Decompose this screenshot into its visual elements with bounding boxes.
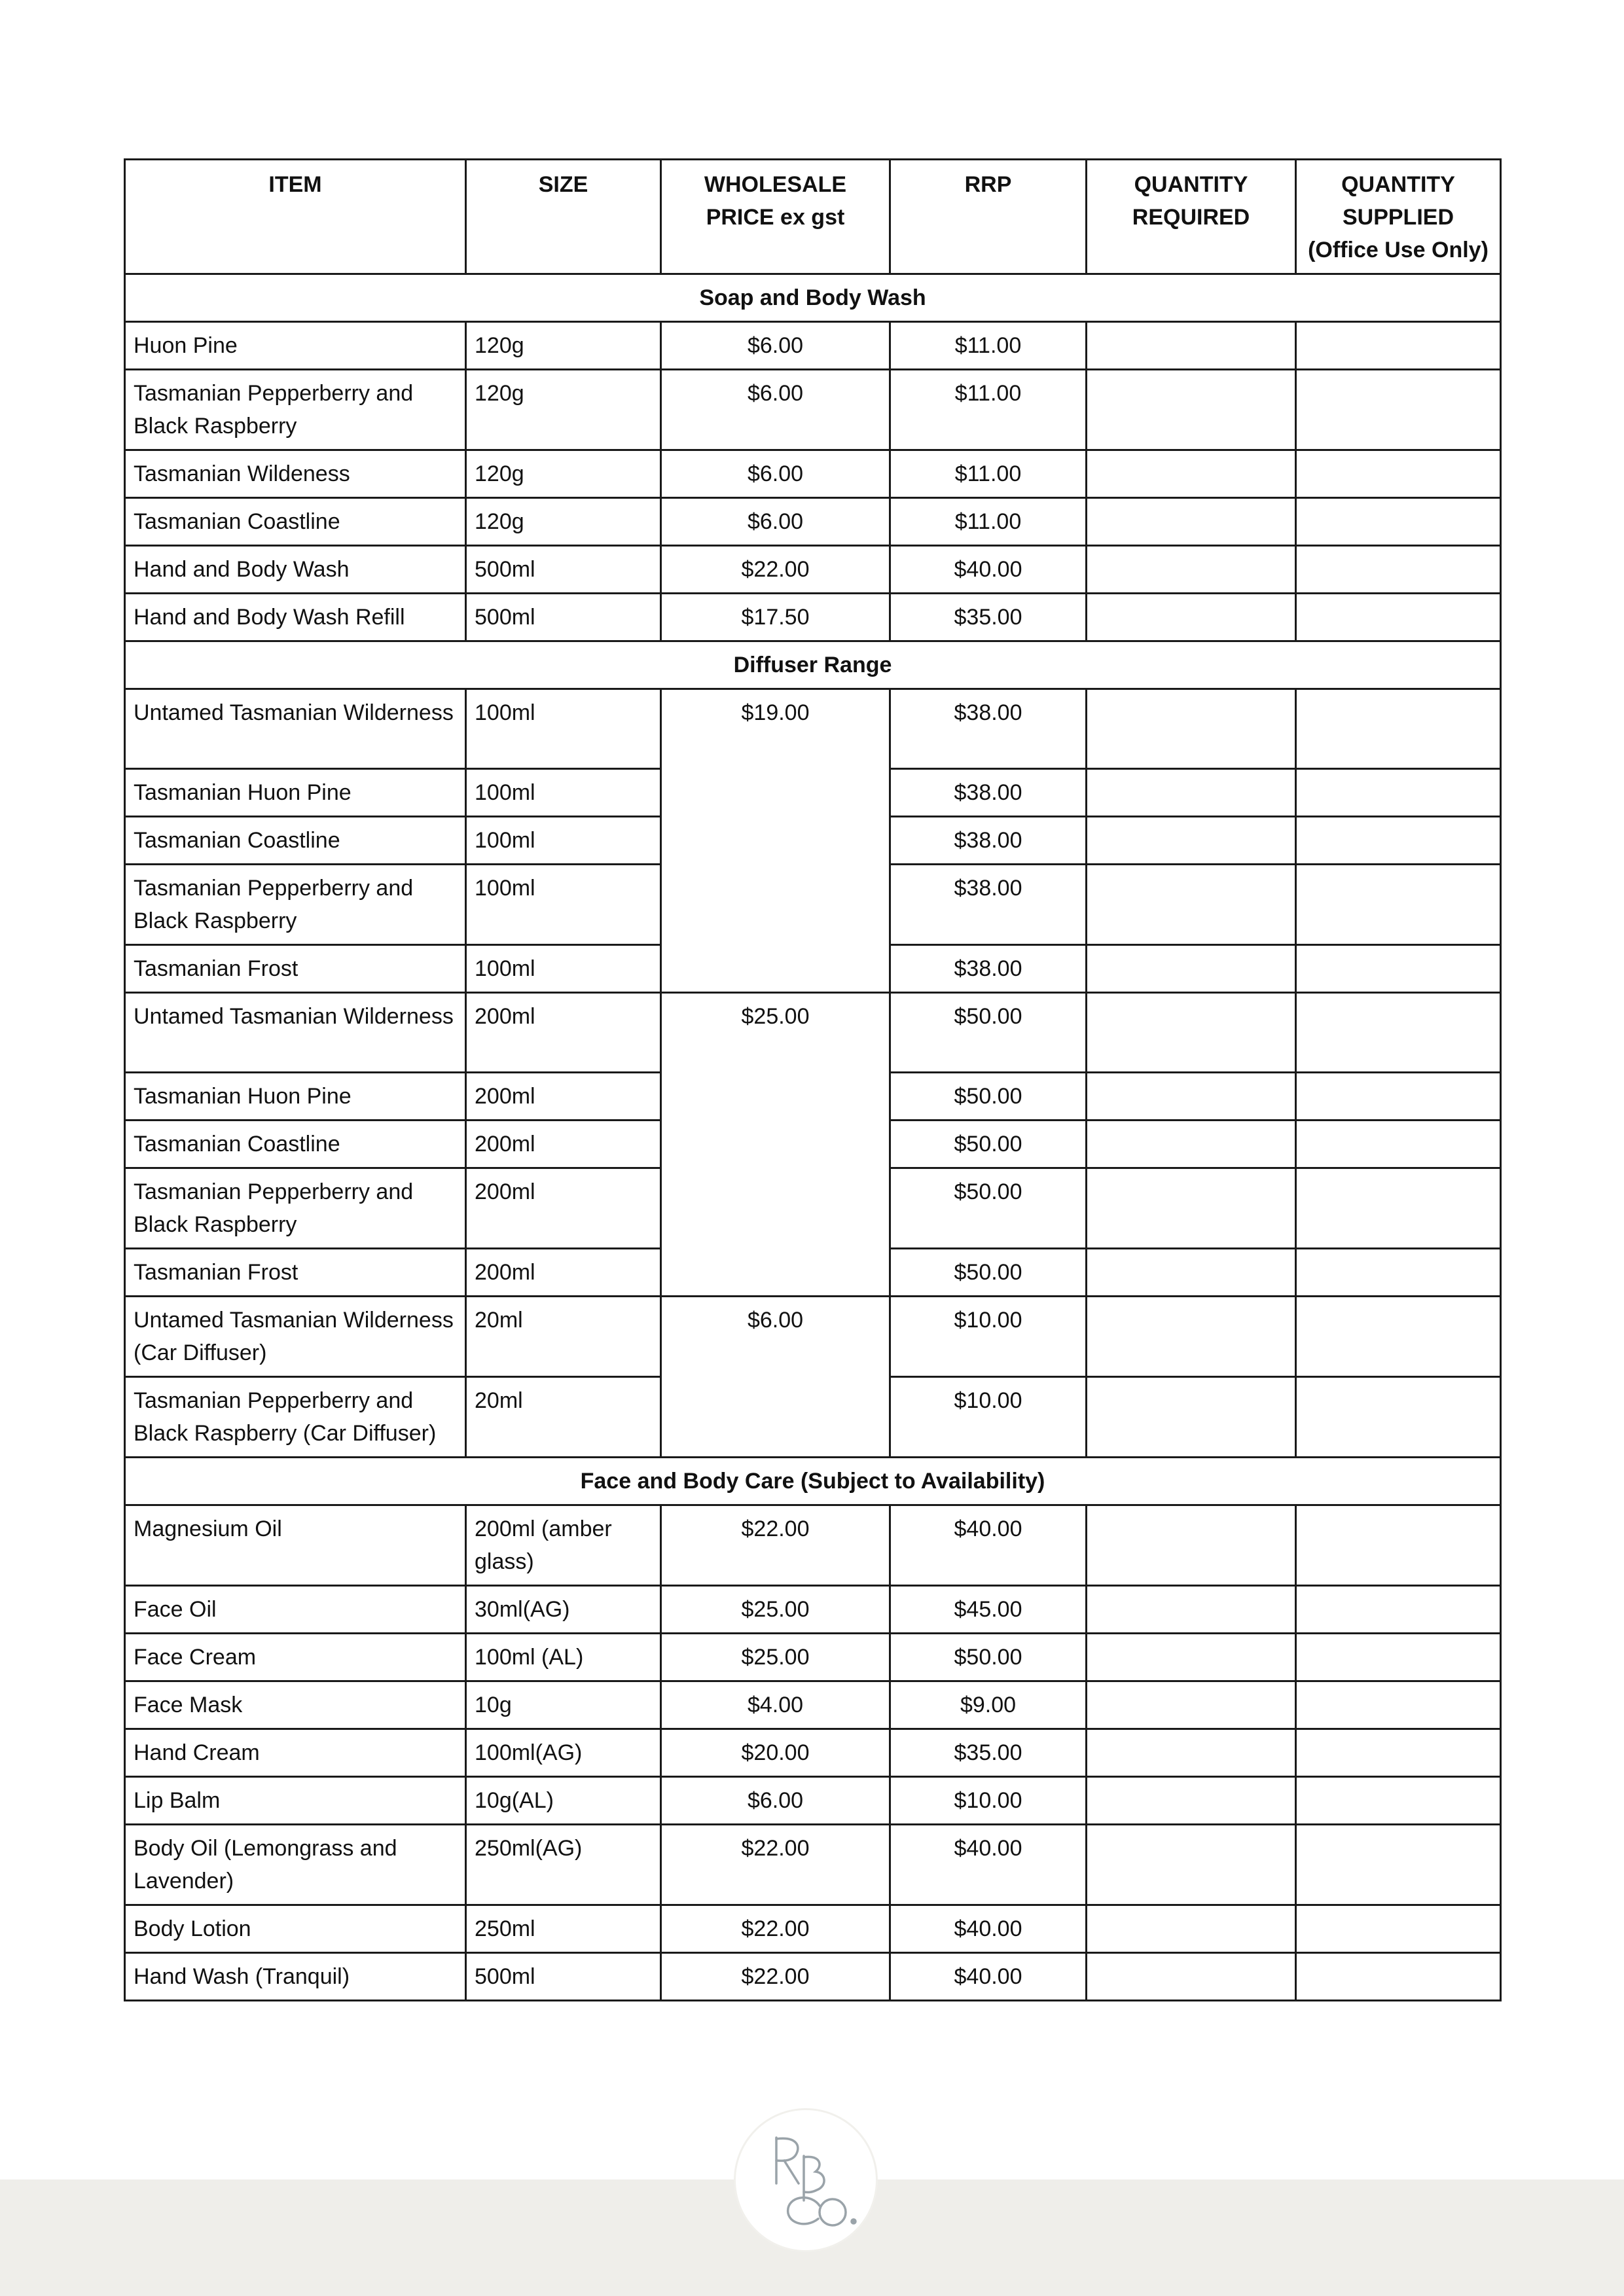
rrp-price: $50.00: [890, 993, 1087, 1073]
quantity-required-cell[interactable]: [1087, 1377, 1296, 1458]
item-size: 10g(AL): [466, 1777, 661, 1825]
quantity-required-cell[interactable]: [1087, 546, 1296, 594]
rrp-price: $11.00: [890, 322, 1087, 370]
wholesale-price: $17.50: [661, 594, 890, 641]
rrp-price: $40.00: [890, 546, 1087, 594]
wholesale-price: $22.00: [661, 1953, 890, 2001]
quantity-required-cell[interactable]: [1087, 945, 1296, 993]
rrp-price: $35.00: [890, 594, 1087, 641]
quantity-required-cell[interactable]: [1087, 1168, 1296, 1249]
wholesale-price: $20.00: [661, 1729, 890, 1777]
item-name: Tasmanian Frost: [125, 1249, 466, 1297]
rrp-price: $40.00: [890, 1505, 1087, 1586]
item-name: Untamed Tasmanian Wilderness: [125, 689, 466, 769]
item-name: Face Oil: [125, 1586, 466, 1634]
item-name: Face Mask: [125, 1681, 466, 1729]
quantity-supplied-cell: [1296, 1586, 1501, 1634]
rrp-price: $50.00: [890, 1634, 1087, 1681]
item-size: 200ml: [466, 1073, 661, 1121]
rrp-price: $10.00: [890, 1777, 1087, 1825]
item-name: Tasmanian Huon Pine: [125, 1073, 466, 1121]
quantity-required-cell[interactable]: [1087, 1297, 1296, 1377]
section-heading-soap: Soap and Body Wash: [125, 274, 1501, 322]
wholesale-price: $6.00: [661, 498, 890, 546]
quantity-required-cell[interactable]: [1087, 322, 1296, 370]
quantity-supplied-cell: [1296, 322, 1501, 370]
table-row: [125, 1777, 1501, 1825]
table-row: [125, 322, 1501, 370]
item-name: Hand Wash (Tranquil): [125, 1953, 466, 2001]
quantity-supplied-cell: [1296, 993, 1501, 1073]
item-name: Hand Cream: [125, 1729, 466, 1777]
quantity-supplied-cell: [1296, 1729, 1501, 1777]
item-size: 100ml: [466, 769, 661, 817]
wholesale-price: $4.00: [661, 1681, 890, 1729]
table-row: [125, 1953, 1501, 2001]
table-row: [125, 498, 1501, 546]
table-row: [125, 594, 1501, 641]
quantity-supplied-cell: [1296, 769, 1501, 817]
header-rrp: RRP: [890, 160, 1087, 274]
item-name: Face Cream: [125, 1634, 466, 1681]
quantity-required-cell[interactable]: [1087, 1073, 1296, 1121]
item-size: 200ml: [466, 993, 661, 1073]
item-size: 120g: [466, 450, 661, 498]
quantity-supplied-cell: [1296, 450, 1501, 498]
quantity-required-cell[interactable]: [1087, 1777, 1296, 1825]
table-row: [125, 1297, 1501, 1377]
item-size: 10g: [466, 1681, 661, 1729]
rrp-price: $50.00: [890, 1121, 1087, 1168]
item-name: Tasmanian Frost: [125, 945, 466, 993]
quantity-required-cell[interactable]: [1087, 1905, 1296, 1953]
quantity-required-cell[interactable]: [1087, 594, 1296, 641]
item-name: Untamed Tasmanian Wilderness: [125, 993, 466, 1073]
rrp-price: $10.00: [890, 1377, 1087, 1458]
rrp-price: $40.00: [890, 1905, 1087, 1953]
rrp-price: $38.00: [890, 865, 1087, 945]
item-size: 120g: [466, 322, 661, 370]
item-size: 120g: [466, 498, 661, 546]
rrp-price: $11.00: [890, 370, 1087, 450]
wholesale-price: $22.00: [661, 1505, 890, 1586]
table-row: [125, 1905, 1501, 1953]
quantity-supplied-cell: [1296, 1777, 1501, 1825]
section-heading-diffuser: Diffuser Range: [125, 641, 1501, 689]
quantity-supplied-cell: [1296, 1073, 1501, 1121]
item-name: Untamed Tasmanian Wilderness (Car Diffuser): [125, 1297, 466, 1377]
header-quantity-required: QUANTITY REQUIRED: [1087, 160, 1296, 274]
item-size: 20ml: [466, 1377, 661, 1458]
quantity-required-cell[interactable]: [1087, 689, 1296, 769]
wholesale-price: $6.00: [661, 322, 890, 370]
quantity-required-cell[interactable]: [1087, 1825, 1296, 1905]
wholesale-price: $6.00: [661, 370, 890, 450]
item-size: 500ml: [466, 546, 661, 594]
item-size: 500ml: [466, 594, 661, 641]
quantity-required-cell[interactable]: [1087, 993, 1296, 1073]
quantity-supplied-cell: [1296, 1297, 1501, 1377]
item-name: Tasmanian Wildeness: [125, 450, 466, 498]
quantity-supplied-cell: [1296, 1905, 1501, 1953]
wholesale-order-table: [124, 158, 1502, 2001]
quantity-required-cell[interactable]: [1087, 1505, 1296, 1586]
wholesale-price-group: $6.00: [661, 1297, 890, 1458]
wholesale-price: $6.00: [661, 1777, 890, 1825]
quantity-required-cell[interactable]: [1087, 1634, 1296, 1681]
wholesale-price: $22.00: [661, 1905, 890, 1953]
quantity-supplied-cell: [1296, 865, 1501, 945]
table-row: [125, 993, 1501, 1073]
item-name: Tasmanian Coastline: [125, 498, 466, 546]
quantity-supplied-cell: [1296, 1953, 1501, 2001]
table-row: [125, 1634, 1501, 1681]
item-name: Magnesium Oil: [125, 1505, 466, 1586]
item-name: Tasmanian Pepperberry and Black Raspberry: [125, 865, 466, 945]
rrp-price: $45.00: [890, 1586, 1087, 1634]
section-heading-face: Face and Body Care (Subject to Availability): [125, 1458, 1501, 1505]
rrp-price: $38.00: [890, 689, 1087, 769]
rrp-price: $38.00: [890, 945, 1087, 993]
quantity-required-cell[interactable]: [1087, 817, 1296, 865]
item-name: Tasmanian Coastline: [125, 1121, 466, 1168]
rrp-price: $50.00: [890, 1249, 1087, 1297]
quantity-required-cell[interactable]: [1087, 865, 1296, 945]
quantity-required-cell[interactable]: [1087, 1953, 1296, 2001]
table-row: [125, 689, 1501, 769]
rrp-price: $9.00: [890, 1681, 1087, 1729]
item-name: Hand and Body Wash Refill: [125, 594, 466, 641]
item-size: 100ml: [466, 945, 661, 993]
rrp-price: $50.00: [890, 1073, 1087, 1121]
table-row: [125, 546, 1501, 594]
header-size: SIZE: [466, 160, 661, 274]
item-size: 250ml: [466, 1905, 661, 1953]
wholesale-price: $22.00: [661, 1825, 890, 1905]
quantity-supplied-cell: [1296, 1634, 1501, 1681]
quantity-supplied-cell: [1296, 546, 1501, 594]
quantity-required-cell[interactable]: [1087, 1249, 1296, 1297]
item-name: Hand and Body Wash: [125, 546, 466, 594]
table-header-row: [125, 160, 1501, 274]
quantity-supplied-cell: [1296, 1168, 1501, 1249]
item-size: 120g: [466, 370, 661, 450]
item-size: 200ml (amber glass): [466, 1505, 661, 1586]
rrp-price: $40.00: [890, 1825, 1087, 1905]
item-size: 200ml: [466, 1121, 661, 1168]
table-row: [125, 1825, 1501, 1905]
item-size: 20ml: [466, 1297, 661, 1377]
quantity-supplied-cell: [1296, 1121, 1501, 1168]
item-name: Lip Balm: [125, 1777, 466, 1825]
quantity-required-cell[interactable]: [1087, 1729, 1296, 1777]
quantity-supplied-cell: [1296, 689, 1501, 769]
table-row: [125, 1729, 1501, 1777]
rrp-price: $38.00: [890, 769, 1087, 817]
quantity-required-cell[interactable]: [1087, 450, 1296, 498]
table-row: [125, 450, 1501, 498]
rbco-monogram-icon: [736, 2110, 876, 2250]
rrp-price: $38.00: [890, 817, 1087, 865]
item-name: Body Oil (Lemongrass and Lavender): [125, 1825, 466, 1905]
table-row: [125, 370, 1501, 450]
quantity-supplied-cell: [1296, 370, 1501, 450]
item-name: Tasmanian Pepperberry and Black Raspberry: [125, 370, 466, 450]
rrp-price: $50.00: [890, 1168, 1087, 1249]
quantity-required-cell[interactable]: [1087, 1121, 1296, 1168]
quantity-supplied-cell: [1296, 1249, 1501, 1297]
quantity-required-cell[interactable]: [1087, 769, 1296, 817]
item-size: 30ml(AG): [466, 1586, 661, 1634]
table-row: [125, 1586, 1501, 1634]
item-size: 500ml: [466, 1953, 661, 2001]
quantity-required-cell[interactable]: [1087, 1681, 1296, 1729]
wholesale-price: $6.00: [661, 450, 890, 498]
item-size: 100ml(AG): [466, 1729, 661, 1777]
wholesale-price-group: $25.00: [661, 993, 890, 1297]
rrp-price: $11.00: [890, 498, 1087, 546]
rrp-price: $40.00: [890, 1953, 1087, 2001]
header-wholesale-price: WHOLESALE PRICE ex gst: [661, 160, 890, 274]
quantity-supplied-cell: [1296, 1825, 1501, 1905]
item-size: 100ml: [466, 689, 661, 769]
item-size: 250ml(AG): [466, 1825, 661, 1905]
item-size: 200ml: [466, 1168, 661, 1249]
item-name: Tasmanian Pepperberry and Black Raspberry: [125, 1168, 466, 1249]
item-name: Tasmanian Huon Pine: [125, 769, 466, 817]
quantity-supplied-cell: [1296, 817, 1501, 865]
item-name: Tasmanian Pepperberry and Black Raspberry (Car Diffuser): [125, 1377, 466, 1458]
item-size: 200ml: [466, 1249, 661, 1297]
quantity-required-cell[interactable]: [1087, 1586, 1296, 1634]
wholesale-price: $25.00: [661, 1586, 890, 1634]
brand-logo: [736, 2110, 876, 2250]
item-size: 100ml: [466, 817, 661, 865]
table-row: [125, 1505, 1501, 1586]
item-size: 100ml: [466, 865, 661, 945]
quantity-supplied-cell: [1296, 594, 1501, 641]
quantity-supplied-cell: [1296, 1681, 1501, 1729]
item-name: Body Lotion: [125, 1905, 466, 1953]
header-quantity-supplied: QUANTITY SUPPLIED (Office Use Only): [1296, 160, 1501, 274]
table-row: [125, 1681, 1501, 1729]
rrp-price: $10.00: [890, 1297, 1087, 1377]
wholesale-price: $22.00: [661, 546, 890, 594]
wholesale-price: $25.00: [661, 1634, 890, 1681]
quantity-required-cell[interactable]: [1087, 498, 1296, 546]
item-name: Huon Pine: [125, 322, 466, 370]
item-size: 100ml (AL): [466, 1634, 661, 1681]
quantity-required-cell[interactable]: [1087, 370, 1296, 450]
item-name: Tasmanian Coastline: [125, 817, 466, 865]
quantity-supplied-cell: [1296, 1505, 1501, 1586]
rrp-price: $35.00: [890, 1729, 1087, 1777]
wholesale-price-group: $19.00: [661, 689, 890, 993]
rrp-price: $11.00: [890, 450, 1087, 498]
quantity-supplied-cell: [1296, 498, 1501, 546]
quantity-supplied-cell: [1296, 945, 1501, 993]
quantity-supplied-cell: [1296, 1377, 1501, 1458]
header-item: ITEM: [125, 160, 466, 274]
